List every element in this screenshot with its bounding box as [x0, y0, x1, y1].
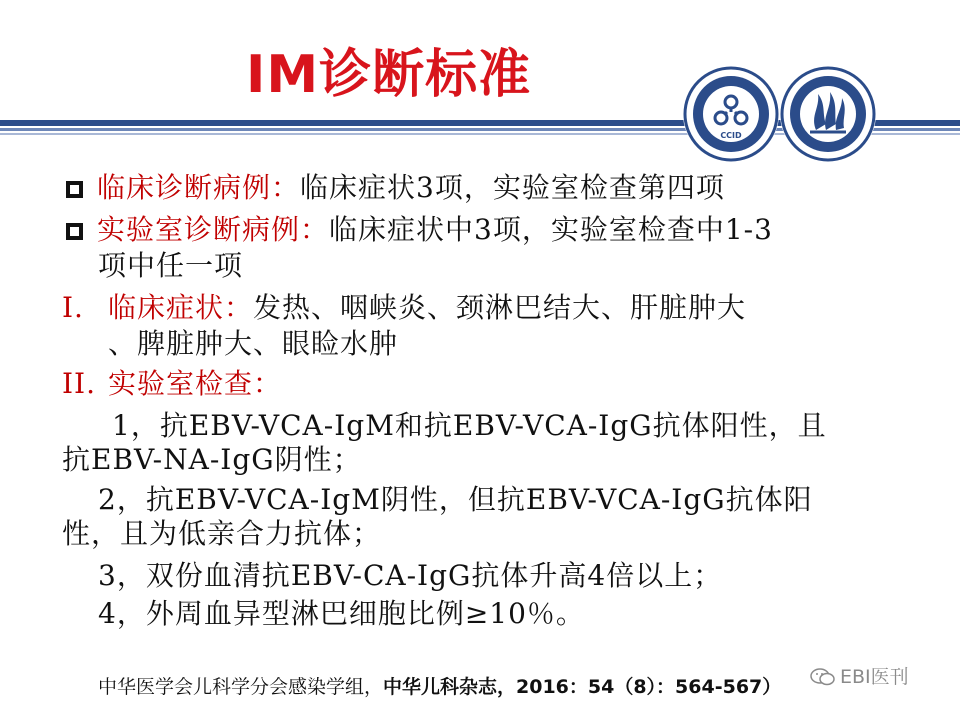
- zju-hospital-logo: [780, 66, 876, 162]
- citation-authors: 中华医学会儿科学分会感染学组，: [98, 676, 384, 698]
- section-clinical-symptoms: [62, 290, 746, 326]
- bullet-lab-diagnosis: [62, 212, 773, 248]
- watermark-text: EBI医刊: [840, 666, 909, 688]
- section-text: 发热、咽峡炎、颈淋巴结大、肝脏肿大: [253, 291, 747, 324]
- bullet-text: 临床症状中3项，实验室检查中1-3: [329, 213, 773, 246]
- lab-item-1-line1: 1，抗EBV-VCA-IgM和抗EBV-VCA-IgG抗体阳性，且: [112, 409, 827, 442]
- lab-item-2-line1: 2，抗EBV-VCA-IgM阴性，但抗EBV-VCA-IgG抗体阳: [98, 483, 813, 516]
- lab-item-3: 3，双份血清抗EBV-CA-IgG抗体升高4倍以上；: [98, 559, 723, 592]
- citation-journal: 中华儿科杂志，2016：54（8）：564-567）: [383, 676, 782, 698]
- lab-item-4: 4，外周血异型淋巴细胞比例≥10％。: [98, 597, 585, 630]
- section-heading: 临床症状：: [108, 291, 254, 324]
- wechat-icon: [810, 667, 836, 687]
- ccid-logo-text: CCID: [720, 131, 742, 140]
- checkbox-square-icon: [66, 223, 83, 240]
- section-numeral: I.: [62, 291, 84, 324]
- section-numeral: II.: [62, 367, 97, 400]
- page-title: IM诊断标准: [246, 45, 532, 105]
- citation: [98, 672, 781, 699]
- lab-item-2-line2: 性，且为低亲合力抗体；: [62, 517, 382, 550]
- ccid-logo: [683, 66, 779, 162]
- bullet-clinical-diagnosis: [62, 170, 725, 206]
- checkbox-square-icon: [66, 181, 83, 198]
- bullet-text: 临床症状3项，实验室检查第四项: [300, 171, 725, 204]
- section-heading: 实验室检查：: [108, 367, 283, 400]
- bullet-heading: 临床诊断病例：: [97, 171, 301, 204]
- section-lab-tests: [62, 366, 282, 402]
- watermark: [810, 662, 909, 689]
- bullet-text-continuation: 项中任一项: [98, 249, 244, 282]
- bullet-heading: 实验室诊断病例：: [97, 213, 330, 246]
- section-text-continuation: 、脾脏肿大、眼睑水肿: [108, 327, 399, 360]
- lab-item-1-line2: 抗EBV-NA-IgG阴性；: [62, 443, 362, 476]
